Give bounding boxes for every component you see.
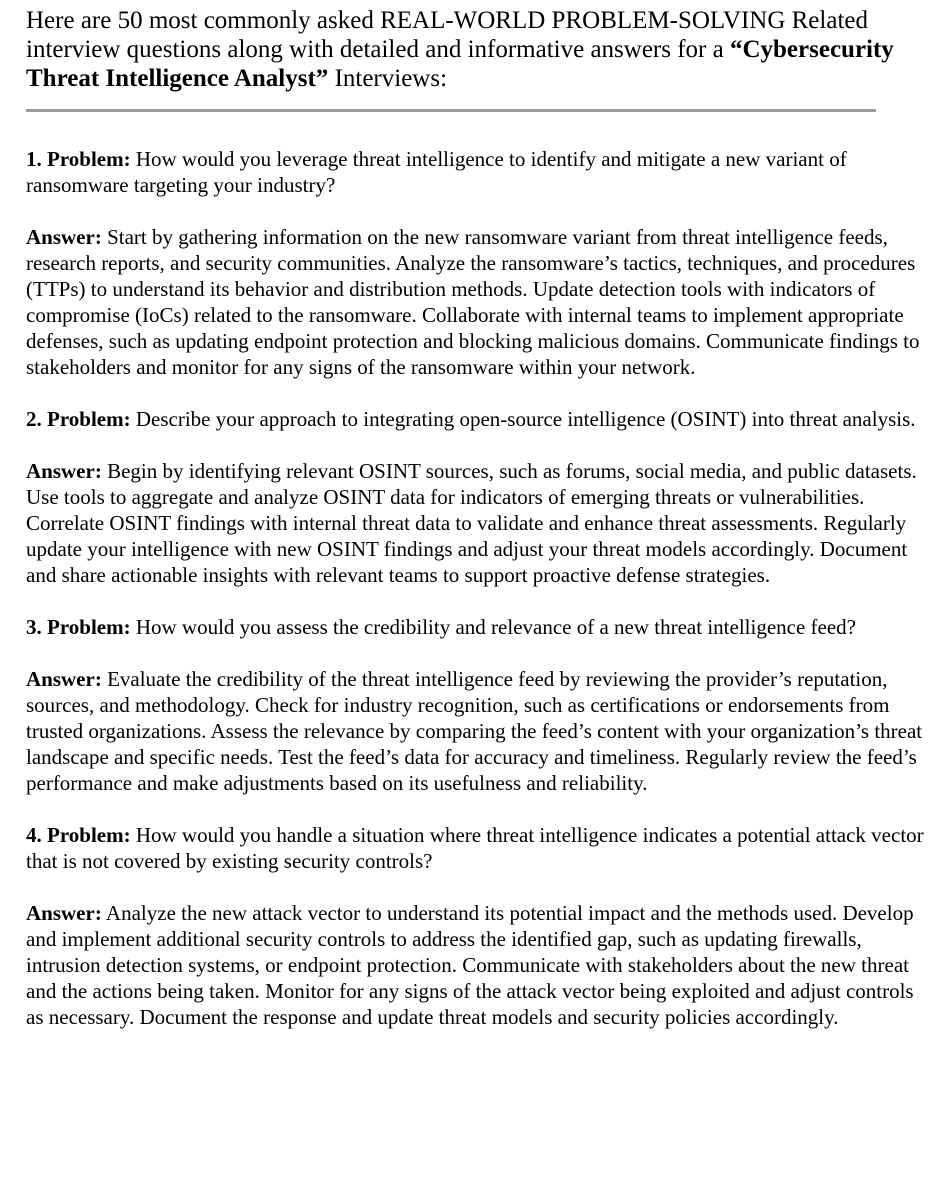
problem-label: Problem: bbox=[47, 823, 131, 847]
answer-text: Analyze the new attack vector to understand its potential impact and the methods used. Develop and implement additional security controls to address the identified gap, such as updating firewalls, intrusion detection systems, or endpoint protection. Communicate with stakeholders about the new threat and the actions being taken. Monitor for any signs of the attack vector being exploited and adjust controls as necessary. Document the response and update threat models and security policies accordingly. bbox=[26, 901, 914, 1029]
intro-role: “Cybersecurity Threat Intelligence Analyst” bbox=[26, 36, 894, 92]
intro-heading bbox=[26, 6, 926, 93]
answer-text: Evaluate the credibility of the threat intelligence feed by reviewing the provider’s reputation, sources, and methodology. Check for industry recognition, such as certifications or endorsements from trusted organizations. Assess the relevance by comparing the feed’s content with your organization’s threat landscape and specific needs. Test the feed’s data for accuracy and timeliness. Regularly review the feed’s performance and make adjustments based on its usefulness and reliability. bbox=[26, 667, 923, 795]
answer-text: Begin by identifying relevant OSINT sources, such as forums, social media, and public datasets. Use tools to aggregate and analyze OSINT data for indicators of emerging threats or vulnerabilities. Correlate OSINT findings with internal threat data to validate and enhance threat assessments. Regularly update your intelligence with new OSINT findings and adjust your threat models accordingly. Document and share actionable insights with relevant teams to support proactive defense strategies. bbox=[26, 459, 917, 587]
spacer bbox=[26, 588, 926, 614]
answer-paragraph bbox=[26, 458, 926, 588]
problem-number: 2. bbox=[26, 407, 42, 431]
problem-text: Describe your approach to integrating open-source intelligence (OSINT) into threat analysis. bbox=[135, 407, 916, 431]
qa-item-3 bbox=[26, 614, 926, 796]
problem-number: 1. bbox=[26, 147, 42, 171]
problem-text: How would you handle a situation where threat intelligence indicates a potential attack vector that is not covered by existing security controls? bbox=[26, 823, 924, 873]
answer-label: Answer: bbox=[26, 667, 102, 691]
problem-number: 4. bbox=[26, 823, 42, 847]
problem-text: How would you leverage threat intelligence to identify and mitigate a new variant of ransomware targeting your industry? bbox=[26, 147, 847, 197]
problem-paragraph bbox=[26, 406, 926, 432]
spacer bbox=[26, 796, 926, 822]
qa-item-1 bbox=[26, 146, 926, 380]
qa-item-4 bbox=[26, 822, 926, 1030]
answer-paragraph bbox=[26, 224, 926, 380]
problem-paragraph bbox=[26, 614, 926, 640]
qa-item-2 bbox=[26, 406, 926, 588]
answer-paragraph bbox=[26, 900, 926, 1030]
intro-prefix: Here are 50 most commonly asked REAL-WORLD PROBLEM-SOLVING Related interview questions along with detailed and informative answers for a bbox=[26, 7, 868, 63]
intro-suffix: Interviews: bbox=[328, 65, 448, 92]
answer-text: Start by gathering information on the new ransomware variant from threat intelligence feeds, research reports, and security communities. Analyze the ransomware’s tactics, techniques, and procedures (TTPs) to understand its behavior and distribution methods. Update detection tools with indicators of compromise (IoCs) related to the ransomware. Collaborate with internal teams to implement appropriate defenses, such as updating endpoint protection and blocking malicious domains. Communicate findings to stakeholders and monitor for any signs of the ransomware within your network. bbox=[26, 225, 920, 379]
answer-paragraph bbox=[26, 666, 926, 796]
problem-label: Problem: bbox=[47, 147, 131, 171]
problem-label: Problem: bbox=[47, 615, 131, 639]
answer-label: Answer: bbox=[26, 901, 102, 925]
answer-label: Answer: bbox=[26, 459, 102, 483]
problem-text: How would you assess the credibility and relevance of a new threat intelligence feed? bbox=[135, 615, 856, 639]
problem-number: 3. bbox=[26, 615, 42, 639]
spacer bbox=[26, 112, 926, 146]
answer-label: Answer: bbox=[26, 225, 102, 249]
problem-paragraph bbox=[26, 146, 926, 198]
spacer bbox=[26, 380, 926, 406]
problem-paragraph bbox=[26, 822, 926, 874]
document-page bbox=[26, 6, 926, 1030]
problem-label: Problem: bbox=[47, 407, 131, 431]
